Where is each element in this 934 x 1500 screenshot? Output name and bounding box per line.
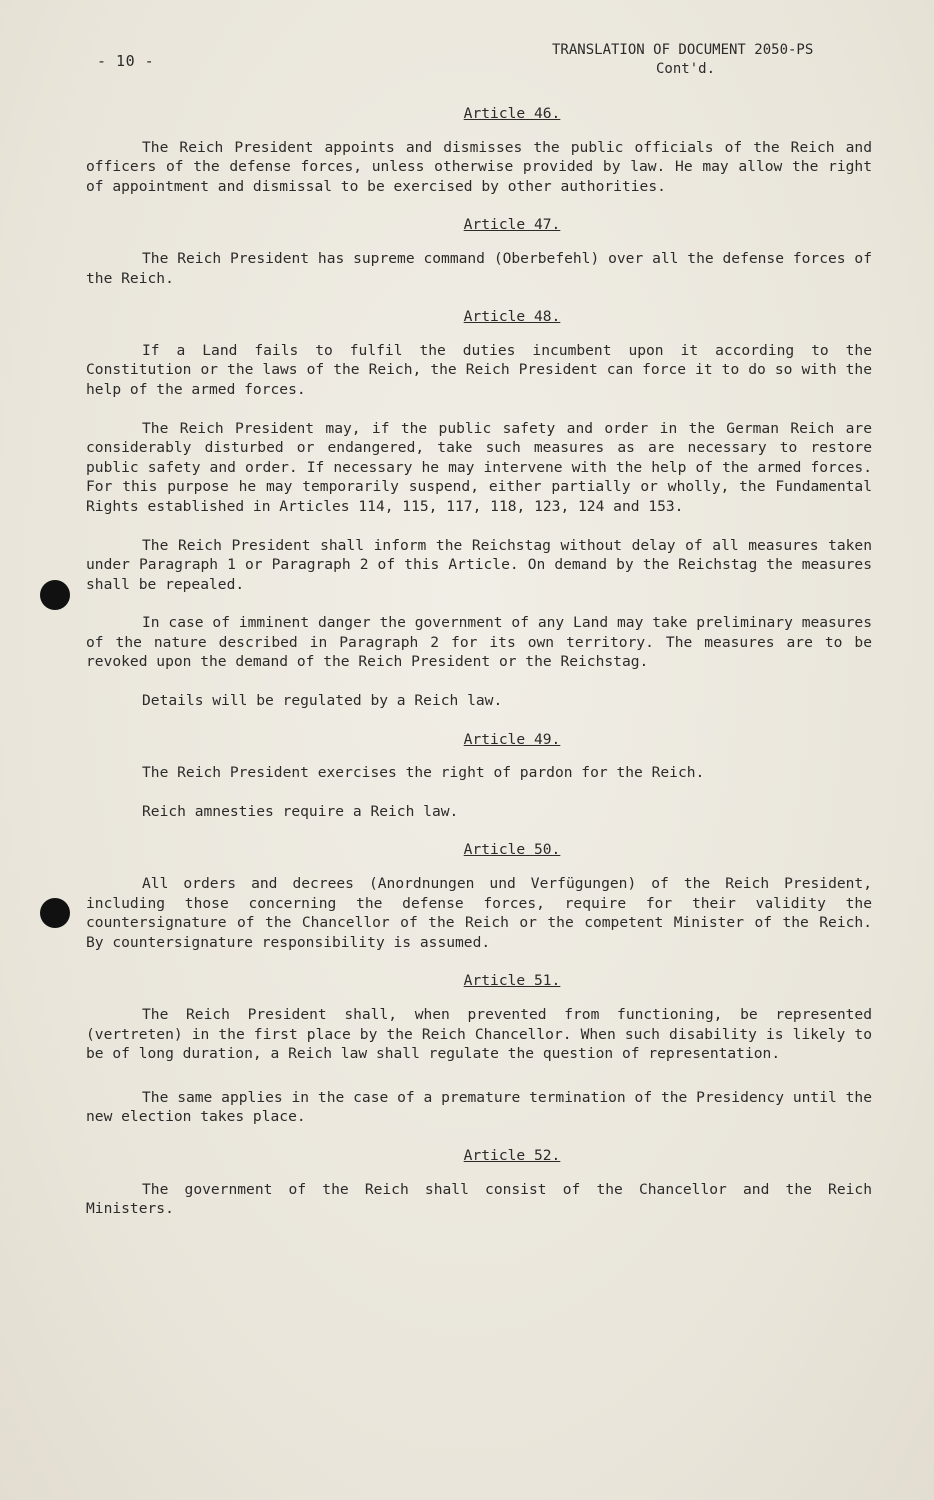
article-47 <box>86 215 872 288</box>
continued-label: Cont'd. <box>656 61 716 77</box>
document-body <box>86 104 872 1238</box>
article-heading: Article 52. <box>463 1146 561 1164</box>
article-paragraph: The Reich President may, if the public safety and order in the German Reich are considerably disturbed or endangered, take such measures as are necessary to restore public safety and order. If necessary he may intervene with the help of the armed forces. For this purpose he may temporarily suspend, either partially or wholly, the Fundamental Rights established in Articles 114, 115, 117, 118, 123, 124 and 153. <box>86 419 872 515</box>
article-paragraph: If a Land fails to fulfil the duties incumbent upon it according to the Constitution or the laws of the Reich, the Reich President can force it to do so with the help of the armed forces. <box>86 341 872 398</box>
article-51 <box>86 971 872 1127</box>
document-title <box>552 41 862 79</box>
article-heading: Article 48. <box>463 308 561 326</box>
article-paragraph: The same applies in the case of a premature termination of the Presidency until the new election takes place. <box>86 1088 872 1126</box>
article-paragraph: Details will be regulated by a Reich law. <box>142 692 503 710</box>
punch-hole <box>40 898 70 928</box>
article-heading: Article 47. <box>463 216 561 234</box>
article-paragraph: All orders and decrees (Anordnungen und Verfügungen) of the Reich President, including those concerning the defense forces, require for their validity the countersignature of the Chancellor of the Reich or the competent Minister of the Reich. By countersignature responsibility is assumed. <box>86 875 872 951</box>
document-title-line: TRANSLATION OF DOCUMENT 2050-PS <box>552 42 814 58</box>
article-heading: Article 51. <box>463 972 561 990</box>
article-heading: Article 46. <box>463 105 561 122</box>
article-paragraph: In case of imminent danger the government of any Land may take preliminary measures of the nature described in Paragraph 2 for its own territory. The measures are to be revoked upon the demand of the Reich President or the Reichstag. <box>86 614 872 671</box>
article-heading: Article 49. <box>463 730 561 748</box>
article-46 <box>86 104 872 196</box>
article-paragraph: The government of the Reich shall consist of the Chancellor and the Reich Ministers. <box>86 1180 872 1218</box>
article-50 <box>86 840 872 952</box>
article-paragraph: The Reich President exercises the right of pardon for the Reich. <box>142 764 705 782</box>
article-paragraph: The Reich President shall inform the Reichstag without delay of all measures taken under Paragraph 1 or Paragraph 2 of this Article. On demand by the Reichstag the measures shall be repealed. <box>86 536 872 593</box>
article-heading: Article 50. <box>463 841 561 859</box>
article-paragraph: The Reich President shall, when prevented from functioning, be represented (vertreten) in the first place by the Reich Chancellor. When such disability is likely to be of long duration, a Reich law shall regulate the question of representation. <box>86 1006 872 1063</box>
article-paragraph: The Reich President appoints and dismisses the public officials of the Reich and officers of the defense forces, unless otherwise provided by law. He may allow the right of appointment and dismissal to be exercised by other authorities. <box>86 138 872 195</box>
article-48 <box>86 307 872 711</box>
page-number: - 10 - <box>97 52 155 70</box>
article-paragraph: Reich amnesties require a Reich law. <box>142 802 459 820</box>
article-49 <box>86 730 872 822</box>
article-paragraph: The Reich President has supreme command (Oberbefehl) over all the defense forces of the Reich. <box>86 249 872 287</box>
punch-hole <box>40 580 70 610</box>
article-52 <box>86 1146 872 1219</box>
